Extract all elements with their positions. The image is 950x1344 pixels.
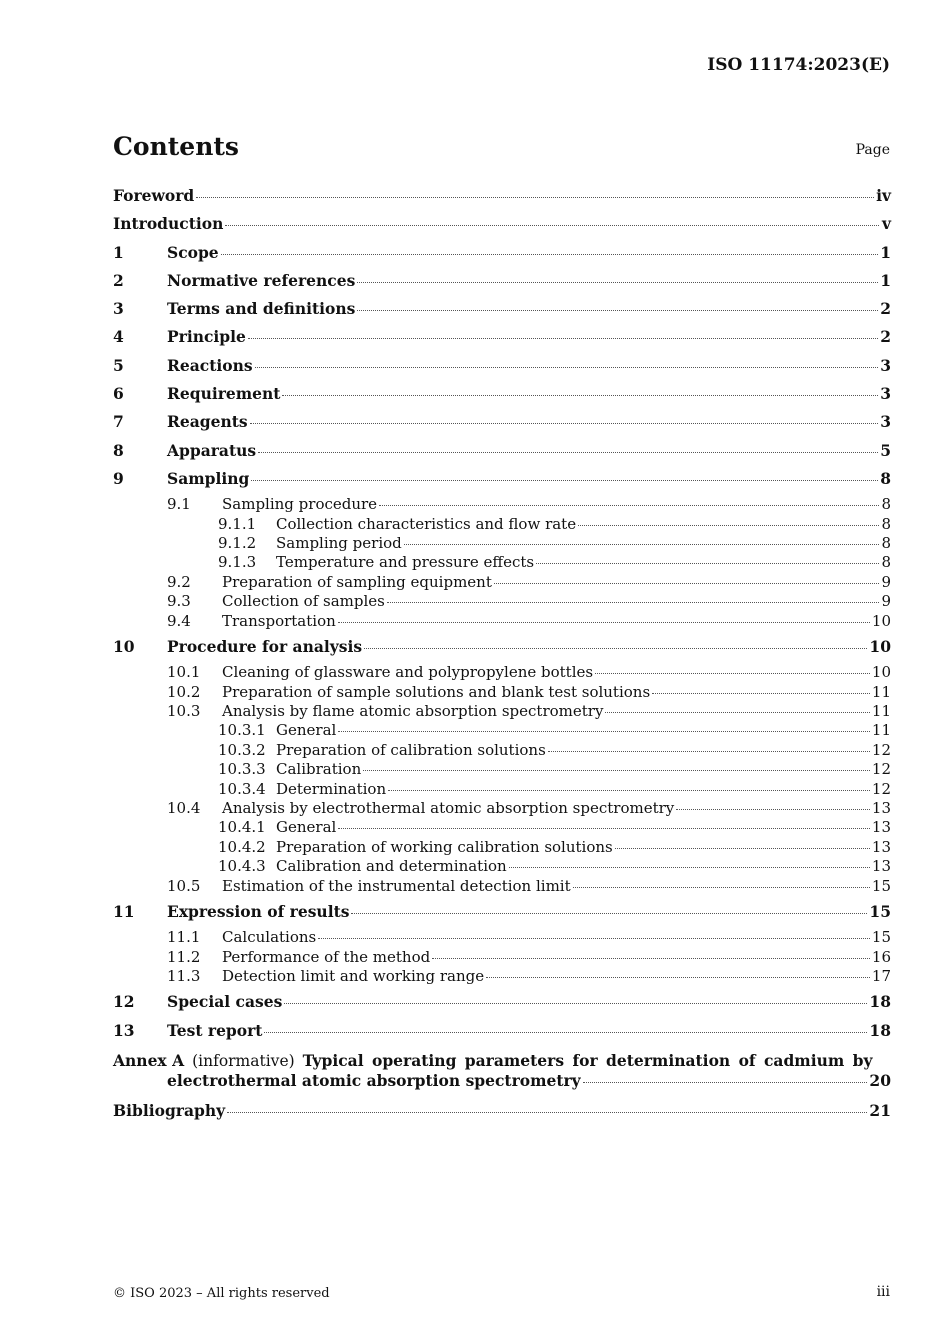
toc-entry-title: Requirement: [167, 384, 281, 404]
toc-entry-page: v: [881, 214, 891, 234]
toc-entry-page: 13: [871, 857, 891, 876]
toc-entry-page: 12: [871, 779, 891, 798]
toc-entry-page: 8: [881, 495, 891, 514]
toc-entry[interactable]: [113, 838, 891, 857]
toc-entry-title: Analysis by flame atomic absorption spectrometry: [222, 702, 604, 721]
toc-entry-page: 11: [871, 682, 891, 701]
toc-entry-title: Performance of the method: [222, 947, 431, 966]
toc-entry-page: 9: [881, 572, 891, 591]
toc-entry-number: 10.1: [167, 663, 201, 682]
toc-entry[interactable]: [113, 967, 891, 986]
toc-entry-number: 10.4: [167, 799, 201, 818]
toc-entry-page: 21: [869, 1101, 891, 1121]
toc-entry-title: Normative references: [167, 270, 356, 290]
toc-entry[interactable]: [113, 467, 891, 495]
copyright-notice: © ISO 2023 – All rights reserved: [113, 1286, 330, 1301]
toc-entry-title: Calculations: [222, 928, 317, 947]
dot-leader: [250, 422, 879, 424]
toc-entry[interactable]: [113, 1019, 891, 1047]
toc-entry-number: 10.3.2: [218, 740, 266, 759]
toc-entry-number: 9.1.3: [218, 553, 257, 572]
toc-entry-page: 10: [869, 637, 891, 656]
toc-entry-page: 15: [871, 876, 891, 895]
toc-entry-page: 2: [880, 299, 891, 319]
toc-entry-page: 17: [871, 967, 891, 986]
toc-entry-number: 9.1.1: [218, 514, 257, 533]
toc-entry-number: 10.3: [167, 702, 201, 721]
toc-entry[interactable]: [113, 534, 891, 553]
toc-entry[interactable]: [113, 410, 891, 438]
toc-entry-page: 12: [871, 760, 891, 779]
toc-entry[interactable]: [113, 241, 891, 269]
toc-entry-page: 8: [881, 553, 891, 572]
toc-entry-page: 10: [871, 611, 891, 630]
table-of-contents: [113, 184, 891, 1127]
toc-entry-number: 10.3.4: [218, 779, 266, 798]
toc-entry[interactable]: [113, 382, 891, 410]
toc-entry-title: Preparation of working calibration solutions: [276, 837, 613, 856]
dot-leader: [251, 479, 878, 481]
toc-entry-number: 12: [113, 992, 135, 1012]
toc-entry-number: 10: [113, 637, 135, 656]
toc-entry-title: Calibration and determination: [276, 857, 507, 876]
toc-entry-title: Preparation of calibration solutions: [276, 740, 546, 759]
toc-entry-page: 11: [871, 721, 891, 740]
dot-leader: [652, 692, 870, 694]
toc-entry-number: 10.2: [167, 682, 201, 701]
dot-leader: [583, 1081, 868, 1083]
dot-leader: [387, 601, 879, 603]
toc-entry-number: 3: [113, 299, 124, 319]
toc-entry-page: 12: [871, 740, 891, 759]
toc-entry-page: 15: [869, 901, 891, 921]
dot-leader: [338, 621, 870, 623]
dot-leader: [432, 957, 870, 959]
toc-entry[interactable]: [113, 741, 891, 760]
toc-entry-page: 16: [871, 947, 891, 966]
dot-leader: [258, 451, 878, 453]
toc-entry-number: 10.5: [167, 876, 201, 895]
toc-entry-page: 10: [871, 663, 891, 682]
toc-entry-title: Detection limit and working range: [222, 967, 485, 986]
toc-entry-title: Collection of samples: [222, 592, 385, 611]
dot-leader: [318, 937, 870, 939]
annex-title-line1: Typical operating parameters for determination of cadmium by: [302, 1051, 873, 1071]
dot-leader: [282, 394, 878, 396]
toc-entry-page: 13: [871, 837, 891, 856]
toc-entry-title: Analysis by electrothermal atomic absorption spectrometry: [222, 799, 675, 818]
toc-entry-page: 1: [880, 242, 891, 262]
dot-leader: [573, 886, 870, 888]
toc-entry-page: 8: [881, 514, 891, 533]
document-id: ISO 11174:2023(E): [707, 55, 890, 75]
toc-entry[interactable]: [113, 354, 891, 382]
toc-entry-number: 2: [113, 270, 124, 290]
toc-entry[interactable]: [113, 439, 891, 467]
toc-entry-page: 2: [880, 327, 891, 347]
dot-leader: [227, 1111, 867, 1113]
page-number: iii: [876, 1284, 890, 1300]
toc-entry-title: Preparation of sampling equipment: [222, 572, 492, 591]
dot-leader: [509, 866, 870, 868]
annex-type: (informative): [192, 1052, 295, 1071]
toc-entry-page: 8: [880, 468, 891, 488]
toc-entry-page: 13: [871, 818, 891, 837]
toc-entry-title: Sampling: [167, 468, 250, 488]
dot-leader: [578, 524, 879, 526]
toc-entry-number: 4: [113, 327, 124, 347]
toc-entry-page: 13: [871, 799, 891, 818]
toc-entry-title: Principle: [167, 327, 246, 347]
toc-entry-page: 15: [871, 928, 891, 947]
toc-entry-page: iv: [876, 186, 891, 205]
toc-entry-number: 9.3: [167, 592, 191, 611]
toc-entry-bibliography[interactable]: [113, 1099, 891, 1127]
toc-entry-title: Reagents: [167, 412, 248, 432]
toc-entry[interactable]: [113, 990, 891, 1018]
toc-entry-number: 13: [113, 1020, 135, 1040]
dot-leader: [404, 543, 879, 545]
toc-entry-page: 9: [881, 592, 891, 611]
dot-leader: [364, 647, 867, 649]
dot-leader: [548, 750, 870, 752]
dot-leader: [615, 847, 870, 849]
toc-entry-title: Terms and definitions: [167, 299, 356, 319]
toc-entry[interactable]: [113, 877, 891, 896]
toc-entry[interactable]: [113, 683, 891, 702]
toc-entry-number: 10.4.1: [218, 818, 266, 837]
toc-entry[interactable]: [113, 928, 891, 947]
toc-entry-number: 9.2: [167, 572, 191, 591]
toc-entry-title: Special cases: [167, 992, 283, 1012]
toc-entry-title: Reactions: [167, 355, 253, 375]
toc-entry-title: Sampling period: [276, 534, 402, 553]
toc-entry-title: Expression of results: [167, 901, 350, 921]
toc-entry-number: 11.3: [167, 967, 201, 986]
dot-leader: [595, 672, 870, 674]
toc-entry-number: 10.4.2: [218, 837, 266, 856]
toc-entry-page: 3: [880, 384, 891, 404]
toc-entry-title: Calibration: [276, 760, 362, 779]
toc-entry[interactable]: [113, 721, 891, 740]
dot-leader: [486, 976, 870, 978]
annex-title-line2: electrothermal atomic absorption spectrometry: [167, 1071, 581, 1091]
toc-entry-number: 11.2: [167, 947, 201, 966]
toc-entry[interactable]: [113, 948, 891, 967]
toc-entry[interactable]: [113, 495, 891, 514]
toc-entry-title: Sampling procedure: [222, 495, 378, 514]
toc-entry[interactable]: [113, 900, 891, 928]
toc-entry[interactable]: [113, 760, 891, 779]
dot-leader: [255, 366, 879, 368]
toc-entry-page: 11: [871, 702, 891, 721]
toc-entry[interactable]: [113, 553, 891, 572]
dot-leader: [264, 1031, 867, 1033]
dot-leader: [351, 912, 867, 914]
toc-entry-title: General: [276, 721, 337, 740]
toc-entry-title: Estimation of the instrumental detection limit: [222, 876, 571, 895]
toc-entry[interactable]: [113, 592, 891, 611]
toc-entry[interactable]: [113, 325, 891, 353]
toc-entry-number: 10.3.3: [218, 760, 266, 779]
page-column-label: Page: [855, 142, 890, 158]
toc-entry[interactable]: [113, 212, 891, 240]
dot-leader: [357, 309, 878, 311]
toc-entry-title: Test report: [167, 1020, 263, 1040]
toc-entry-title: Temperature and pressure effects: [276, 553, 535, 572]
toc-entry-title: Procedure for analysis: [167, 637, 363, 656]
toc-entry-number: 9: [113, 468, 124, 488]
dot-leader: [284, 1002, 867, 1004]
toc-entry[interactable]: [113, 663, 891, 682]
annex-label: Annex A: [113, 1051, 185, 1071]
toc-entry-annex-a[interactable]: [113, 1051, 891, 1091]
dot-leader: [248, 337, 878, 339]
toc-entry-number: 8: [113, 440, 124, 460]
toc-entry-title: Cleaning of glassware and polypropylene bottles: [222, 663, 594, 682]
toc-entry[interactable]: [113, 573, 891, 592]
dot-leader: [494, 582, 879, 584]
toc-entry-page: 8: [881, 534, 891, 553]
toc-entry-title: Preparation of sample solutions and blank test solutions: [222, 682, 651, 701]
dot-leader: [536, 562, 879, 564]
toc-entry-number: 7: [113, 412, 124, 432]
toc-entry-title: Collection characteristics and flow rate: [276, 514, 577, 533]
toc-entry-number: 1: [113, 242, 124, 262]
toc-entry[interactable]: [113, 799, 891, 818]
toc-entry[interactable]: [113, 702, 891, 721]
toc-entry-page: 5: [880, 440, 891, 460]
toc-entry-number: 9.1: [167, 495, 191, 514]
toc-entry[interactable]: [113, 612, 891, 631]
toc-entry-page: 18: [869, 992, 891, 1012]
toc-entry-title: Foreword: [113, 186, 195, 205]
toc-entry-number: 10.3.1: [218, 721, 266, 740]
dot-leader: [338, 827, 870, 829]
dot-leader: [225, 224, 879, 226]
toc-entry[interactable]: [113, 515, 891, 534]
toc-entry[interactable]: [113, 297, 891, 325]
dot-leader: [605, 711, 869, 713]
dot-leader: [388, 789, 870, 791]
toc-entry[interactable]: [113, 269, 891, 297]
toc-entry[interactable]: [113, 184, 891, 212]
toc-entry[interactable]: [113, 857, 891, 876]
toc-entry-number: 5: [113, 355, 124, 375]
toc-entry-number: 6: [113, 384, 124, 404]
toc-entry-number: 11: [113, 901, 135, 921]
dot-leader: [379, 504, 879, 506]
toc-entry-title: Scope: [167, 242, 219, 262]
toc-entry[interactable]: [113, 818, 891, 837]
dot-leader: [196, 196, 874, 198]
toc-entry-page: 3: [880, 412, 891, 432]
toc-entry-title: Apparatus: [167, 440, 257, 460]
toc-entry-page: 1: [880, 270, 891, 290]
page-title: Contents: [113, 132, 240, 161]
toc-entry-number: 11.1: [167, 928, 201, 947]
annex-page: 20: [869, 1071, 891, 1091]
toc-entry-page: 18: [869, 1020, 891, 1040]
toc-entry-number: 10.4.3: [218, 857, 266, 876]
toc-entry-number: 9.4: [167, 611, 191, 630]
dot-leader: [676, 808, 870, 810]
toc-entry-title: General: [276, 818, 337, 837]
toc-entry-title: Transportation: [222, 611, 336, 630]
dot-leader: [338, 730, 870, 732]
toc-entry-title: Bibliography: [113, 1101, 226, 1121]
toc-entry-number: 9.1.2: [218, 534, 257, 553]
toc-entry-title: Introduction: [113, 214, 224, 234]
toc-entry[interactable]: [113, 780, 891, 799]
dot-leader: [221, 253, 879, 255]
toc-entry-title: Determination: [276, 779, 387, 798]
toc-entry[interactable]: [113, 635, 891, 663]
dot-leader: [363, 769, 870, 771]
dot-leader: [357, 281, 878, 283]
toc-entry-page: 3: [880, 355, 891, 375]
